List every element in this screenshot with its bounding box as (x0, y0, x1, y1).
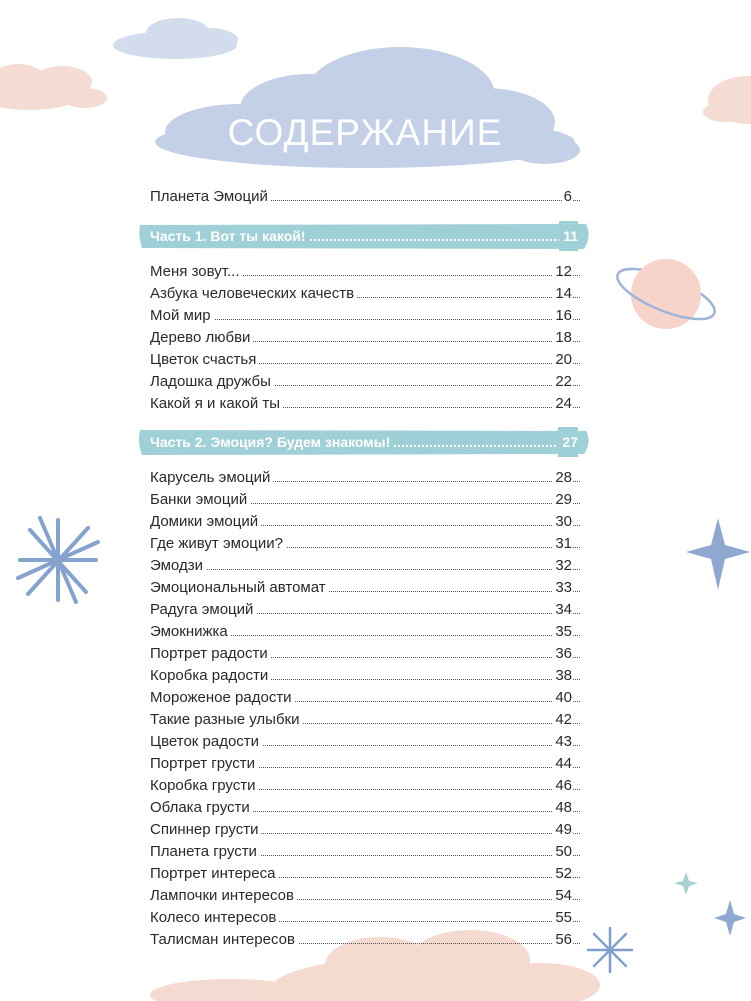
toc-item[interactable] (150, 511, 580, 533)
part-2-list (150, 467, 580, 951)
toc-item-label: Азбука человеческих качеств (150, 285, 357, 302)
toc-item-page: 32 (553, 555, 572, 577)
toc-item-label: Мороженое радости (150, 689, 295, 706)
toc-item[interactable] (150, 327, 580, 349)
toc-item-page: 30 (553, 511, 572, 533)
part-label: Часть 2. Эмоция? Будем знакомы! (150, 434, 394, 450)
part-1-heading[interactable] (136, 221, 592, 251)
toc-item-label: Спиннер грусти (150, 821, 261, 838)
toc-item[interactable] (150, 393, 580, 415)
toc-item-page: 24 (553, 393, 572, 415)
cloud-icon (113, 18, 238, 59)
toc-item-page: 54 (553, 885, 572, 907)
toc-item[interactable] (150, 283, 580, 305)
toc-item[interactable] (150, 555, 580, 577)
toc-item-label: Портрет грусти (150, 755, 258, 772)
toc-item-label: Ладошка дружбы (150, 373, 274, 390)
dot-leader (150, 319, 580, 320)
toc-item[interactable] (150, 731, 580, 753)
toc-item-label: Мой мир (150, 307, 214, 324)
toc-item-label: Цветок радости (150, 733, 262, 750)
toc-item-page: 55 (553, 907, 572, 929)
toc-item[interactable] (150, 349, 580, 371)
toc-item-label: Радуга эмоций (150, 601, 256, 618)
toc-item-label: Коробка грусти (150, 777, 258, 794)
toc-item[interactable] (150, 533, 580, 555)
toc-item[interactable] (150, 643, 580, 665)
toc-item-page: 56 (553, 929, 572, 951)
toc-item-label: Эмоциональный автомат (150, 579, 329, 596)
toc-item[interactable] (150, 907, 580, 929)
page-title: СОДЕРЖАНИЕ (227, 112, 503, 153)
cloud-icon (0, 64, 107, 110)
toc-item-label: Такие разные улыбки (150, 711, 303, 728)
toc-item-label: Банки эмоций (150, 491, 250, 508)
toc-item[interactable] (150, 577, 580, 599)
planet-icon (611, 259, 720, 329)
toc-item-label: Портрет радости (150, 645, 271, 662)
toc-item-page: 14 (553, 283, 572, 305)
toc-item-label: Карусель эмоций (150, 469, 273, 486)
toc-item-label: Лампочки интересов (150, 887, 297, 904)
toc-item-label: Талисман интересов (150, 931, 298, 948)
toc-item-label: Какой я и какой ты (150, 395, 283, 412)
toc-item-page: 44 (553, 753, 572, 775)
toc-intro-row[interactable] (150, 186, 580, 208)
toc-item-label: Меня зовут... (150, 263, 242, 280)
toc-item-page: 49 (553, 819, 572, 841)
toc-item-page: 33 (553, 577, 572, 599)
toc-item-page: 43 (553, 731, 572, 753)
toc-item-page: 40 (553, 687, 572, 709)
toc-item-page: 29 (553, 489, 572, 511)
toc-item-page: 31 (553, 533, 572, 555)
toc-item[interactable] (150, 797, 580, 819)
toc-item-label: Эмодзи (150, 557, 206, 574)
toc-item-page: 28 (553, 467, 572, 489)
part-2-heading[interactable] (136, 427, 592, 457)
toc-item[interactable] (150, 489, 580, 511)
toc-item-label: Цветок счастья (150, 351, 259, 368)
toc-item-page: 46 (553, 775, 572, 797)
toc-item-page: 16 (553, 305, 572, 327)
toc-item[interactable] (150, 863, 580, 885)
toc-item[interactable] (150, 371, 580, 393)
star-icon (18, 518, 98, 602)
toc-item-page: 34 (553, 599, 572, 621)
toc-item-page: 20 (553, 349, 572, 371)
toc-item[interactable] (150, 687, 580, 709)
toc-item-label: Где живут эмоции? (150, 535, 286, 552)
toc-item-label: Планета грусти (150, 843, 260, 860)
toc-item[interactable] (150, 709, 580, 731)
toc-item-page: 6 (562, 186, 572, 208)
toc-item-page: 48 (553, 797, 572, 819)
toc-item-label: Эмокнижка (150, 623, 231, 640)
toc-item[interactable] (150, 819, 580, 841)
toc-item[interactable] (150, 599, 580, 621)
toc-item-label: Дерево любви (150, 329, 253, 346)
toc-item[interactable] (150, 305, 580, 327)
toc-item[interactable] (150, 665, 580, 687)
sparkle-icon (674, 872, 698, 895)
toc-item[interactable] (150, 841, 580, 863)
toc-item[interactable] (150, 885, 580, 907)
toc-item[interactable] (150, 261, 580, 283)
dot-leader (150, 569, 580, 570)
toc-item[interactable] (150, 753, 580, 775)
star-icon (588, 928, 632, 972)
toc-item-label: Портрет интереса (150, 865, 278, 882)
toc-item[interactable] (150, 929, 580, 951)
toc-item-label: Облака грусти (150, 799, 253, 816)
part-label: Часть 1. Вот ты какой! (150, 228, 310, 244)
toc-item-label: Колесо интересов (150, 909, 279, 926)
table-of-contents (150, 186, 580, 951)
toc-item-page: 22 (553, 371, 572, 393)
part-page: 27 (558, 427, 578, 457)
toc-item[interactable] (150, 467, 580, 489)
toc-item-label: Планета Эмоций (150, 188, 271, 205)
toc-item[interactable] (150, 621, 580, 643)
part-1-list (150, 261, 580, 415)
toc-item-page: 38 (553, 665, 572, 687)
toc-item-page: 18 (553, 327, 572, 349)
toc-item-page: 52 (553, 863, 572, 885)
toc-item-page: 42 (553, 709, 572, 731)
toc-item-page: 50 (553, 841, 572, 863)
sparkle-icon (714, 900, 746, 936)
part-page: 11 (559, 221, 578, 251)
toc-item-page: 36 (553, 643, 572, 665)
sparkle-icon (686, 518, 750, 590)
toc-item-label: Домики эмоций (150, 513, 261, 530)
toc-item-label: Коробка радости (150, 667, 271, 684)
toc-item[interactable] (150, 775, 580, 797)
cloud-icon (703, 76, 751, 124)
toc-item-page: 12 (553, 261, 572, 283)
toc-item-page: 35 (553, 621, 572, 643)
